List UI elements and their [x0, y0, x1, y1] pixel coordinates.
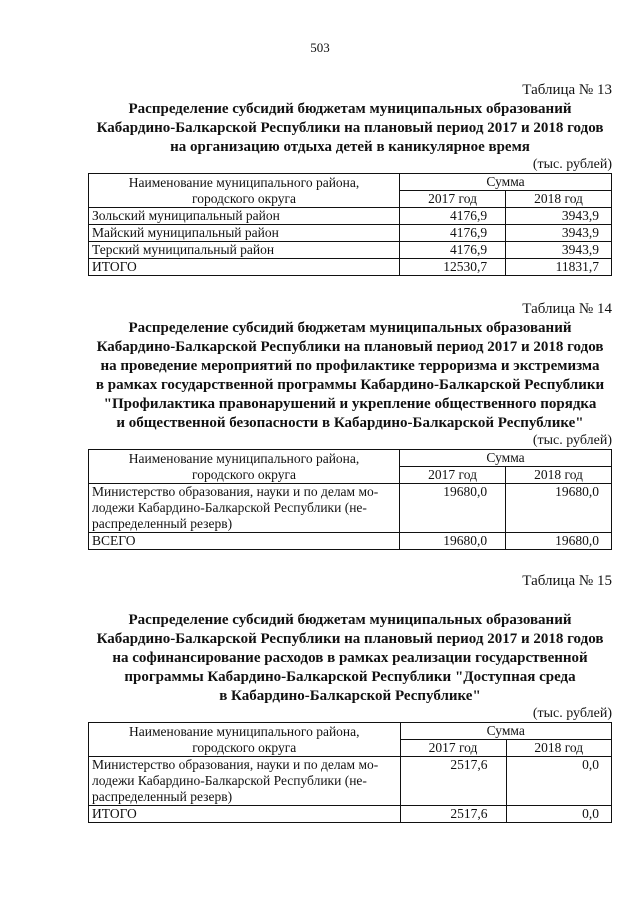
- row-name-line: распределенный резерв): [92, 516, 233, 531]
- column-header-2018: 2018 год: [506, 740, 611, 757]
- table-title: [88, 319, 612, 433]
- row-name-line: лодежи Кабардино-Балкарской Республики (не-: [92, 773, 367, 788]
- row-value-2018: 0,0: [506, 757, 611, 806]
- column-header-2017: 2017 год: [400, 740, 506, 757]
- row-value-2017: 12530,7: [400, 259, 506, 276]
- title-line: на проведение мероприятий по профилактике терроризма и экстремизма: [100, 358, 600, 374]
- title-line: в Кабардино-Балкарской Республике": [219, 688, 481, 704]
- column-header-2017: 2017 год: [400, 467, 506, 484]
- header-text: городского округа: [192, 190, 297, 206]
- header-text: Наименование муниципального района,: [128, 450, 360, 466]
- table-number: Таблица № 13: [522, 82, 612, 98]
- row-name: Терский муниципальный район: [89, 242, 400, 259]
- row-value-2017: 19680,0: [400, 484, 506, 533]
- row-value-2018: 3943,9: [506, 208, 612, 225]
- table-row: [89, 757, 612, 806]
- units-label: (тыс. рублей): [532, 157, 612, 172]
- table-row: [89, 208, 612, 225]
- page-number: 503: [310, 40, 330, 55]
- column-header-name: [89, 723, 401, 757]
- row-name-line: распределенный резерв): [92, 789, 233, 804]
- title-line: Распределение субсидий бюджетам муниципальных образований: [128, 612, 572, 628]
- row-name-line: Министерство образования, науки и по делам мо-: [92, 484, 379, 499]
- row-name: Зольский муниципальный район: [89, 208, 400, 225]
- row-name: ВСЕГО: [89, 533, 400, 550]
- column-header-name: [89, 174, 400, 208]
- title-line: на софинансирование расходов в рамках реализации государственной: [112, 650, 588, 666]
- row-value-2018: 19680,0: [506, 533, 612, 550]
- table-number: Таблица № 15: [522, 573, 612, 589]
- column-header-2017: 2017 год: [400, 191, 506, 208]
- data-table: [88, 173, 612, 276]
- title-line: в рамках государственной программы Кабардино-Балкарской Республики: [95, 377, 605, 393]
- row-value-2018: 3943,9: [506, 225, 612, 242]
- title-line: Распределение субсидий бюджетам муниципальных образований: [128, 320, 572, 336]
- row-name-line: Министерство образования, науки и по делам мо-: [92, 757, 379, 772]
- row-name: [89, 484, 400, 533]
- units-label: (тыс. рублей): [532, 706, 612, 721]
- row-value-2018: 19680,0: [506, 484, 612, 533]
- row-value-2018: 3943,9: [506, 242, 612, 259]
- table-row-total: [89, 806, 612, 823]
- header-text: Наименование муниципального района,: [128, 174, 360, 190]
- row-value-2018: 11831,7: [506, 259, 612, 276]
- row-value-2017: 4176,9: [400, 225, 506, 242]
- table-row: [89, 225, 612, 242]
- row-value-2017: 2517,6: [400, 757, 506, 806]
- column-header-name: [89, 450, 400, 484]
- column-header-sum: Сумма: [400, 450, 612, 467]
- title-line: Кабардино-Балкарской Республики на плановый период 2017 и 2018 годов: [96, 631, 604, 647]
- header-text: Наименование муниципального района,: [129, 723, 360, 739]
- table-row-total: [89, 533, 612, 550]
- header-text: городского округа: [192, 739, 297, 755]
- table-15-section: [88, 573, 612, 823]
- row-value-2017: 2517,6: [400, 806, 506, 823]
- table-row: [89, 484, 612, 533]
- row-value-2017: 4176,9: [400, 208, 506, 225]
- row-name: ИТОГО: [89, 806, 401, 823]
- row-name: [89, 757, 401, 806]
- table-row-total: [89, 259, 612, 276]
- row-name: ИТОГО: [89, 259, 400, 276]
- column-header-sum: Сумма: [400, 174, 612, 191]
- table-13-section: [88, 82, 612, 276]
- title-line: на организацию отдыха детей в каникулярное время: [170, 139, 530, 155]
- row-name: Майский муниципальный район: [89, 225, 400, 242]
- table-14-section: [88, 301, 612, 550]
- data-table: [88, 722, 612, 823]
- row-value-2018: 0,0: [506, 806, 611, 823]
- table-number: Таблица № 14: [522, 301, 612, 317]
- title-line: программы Кабардино-Балкарской Республики "Доступная среда: [124, 669, 576, 685]
- data-table: [88, 449, 612, 550]
- table-title: [88, 611, 612, 706]
- column-header-2018: 2018 год: [506, 467, 612, 484]
- title-line: Распределение субсидий бюджетам муниципальных образований: [128, 101, 572, 117]
- title-line: и общественной безопасности в Кабардино-Балкарской Республике": [116, 415, 584, 431]
- column-header-2018: 2018 год: [506, 191, 612, 208]
- units-label: (тыс. рублей): [532, 433, 612, 448]
- row-name-line: лодежи Кабардино-Балкарской Республики (не-: [92, 500, 367, 515]
- title-line: "Профилактика правонарушений и укрепление общественного порядка: [103, 396, 597, 412]
- title-line: Кабардино-Балкарской Республики на плановый период 2017 и 2018 годов: [96, 120, 604, 136]
- row-value-2017: 4176,9: [400, 242, 506, 259]
- table-title: [88, 100, 612, 157]
- title-line: Кабардино-Балкарской Республики на плановый период 2017 и 2018 годов: [96, 339, 604, 355]
- header-text: городского округа: [192, 466, 297, 482]
- table-row: [89, 242, 612, 259]
- row-value-2017: 19680,0: [400, 533, 506, 550]
- column-header-sum: Сумма: [400, 723, 611, 740]
